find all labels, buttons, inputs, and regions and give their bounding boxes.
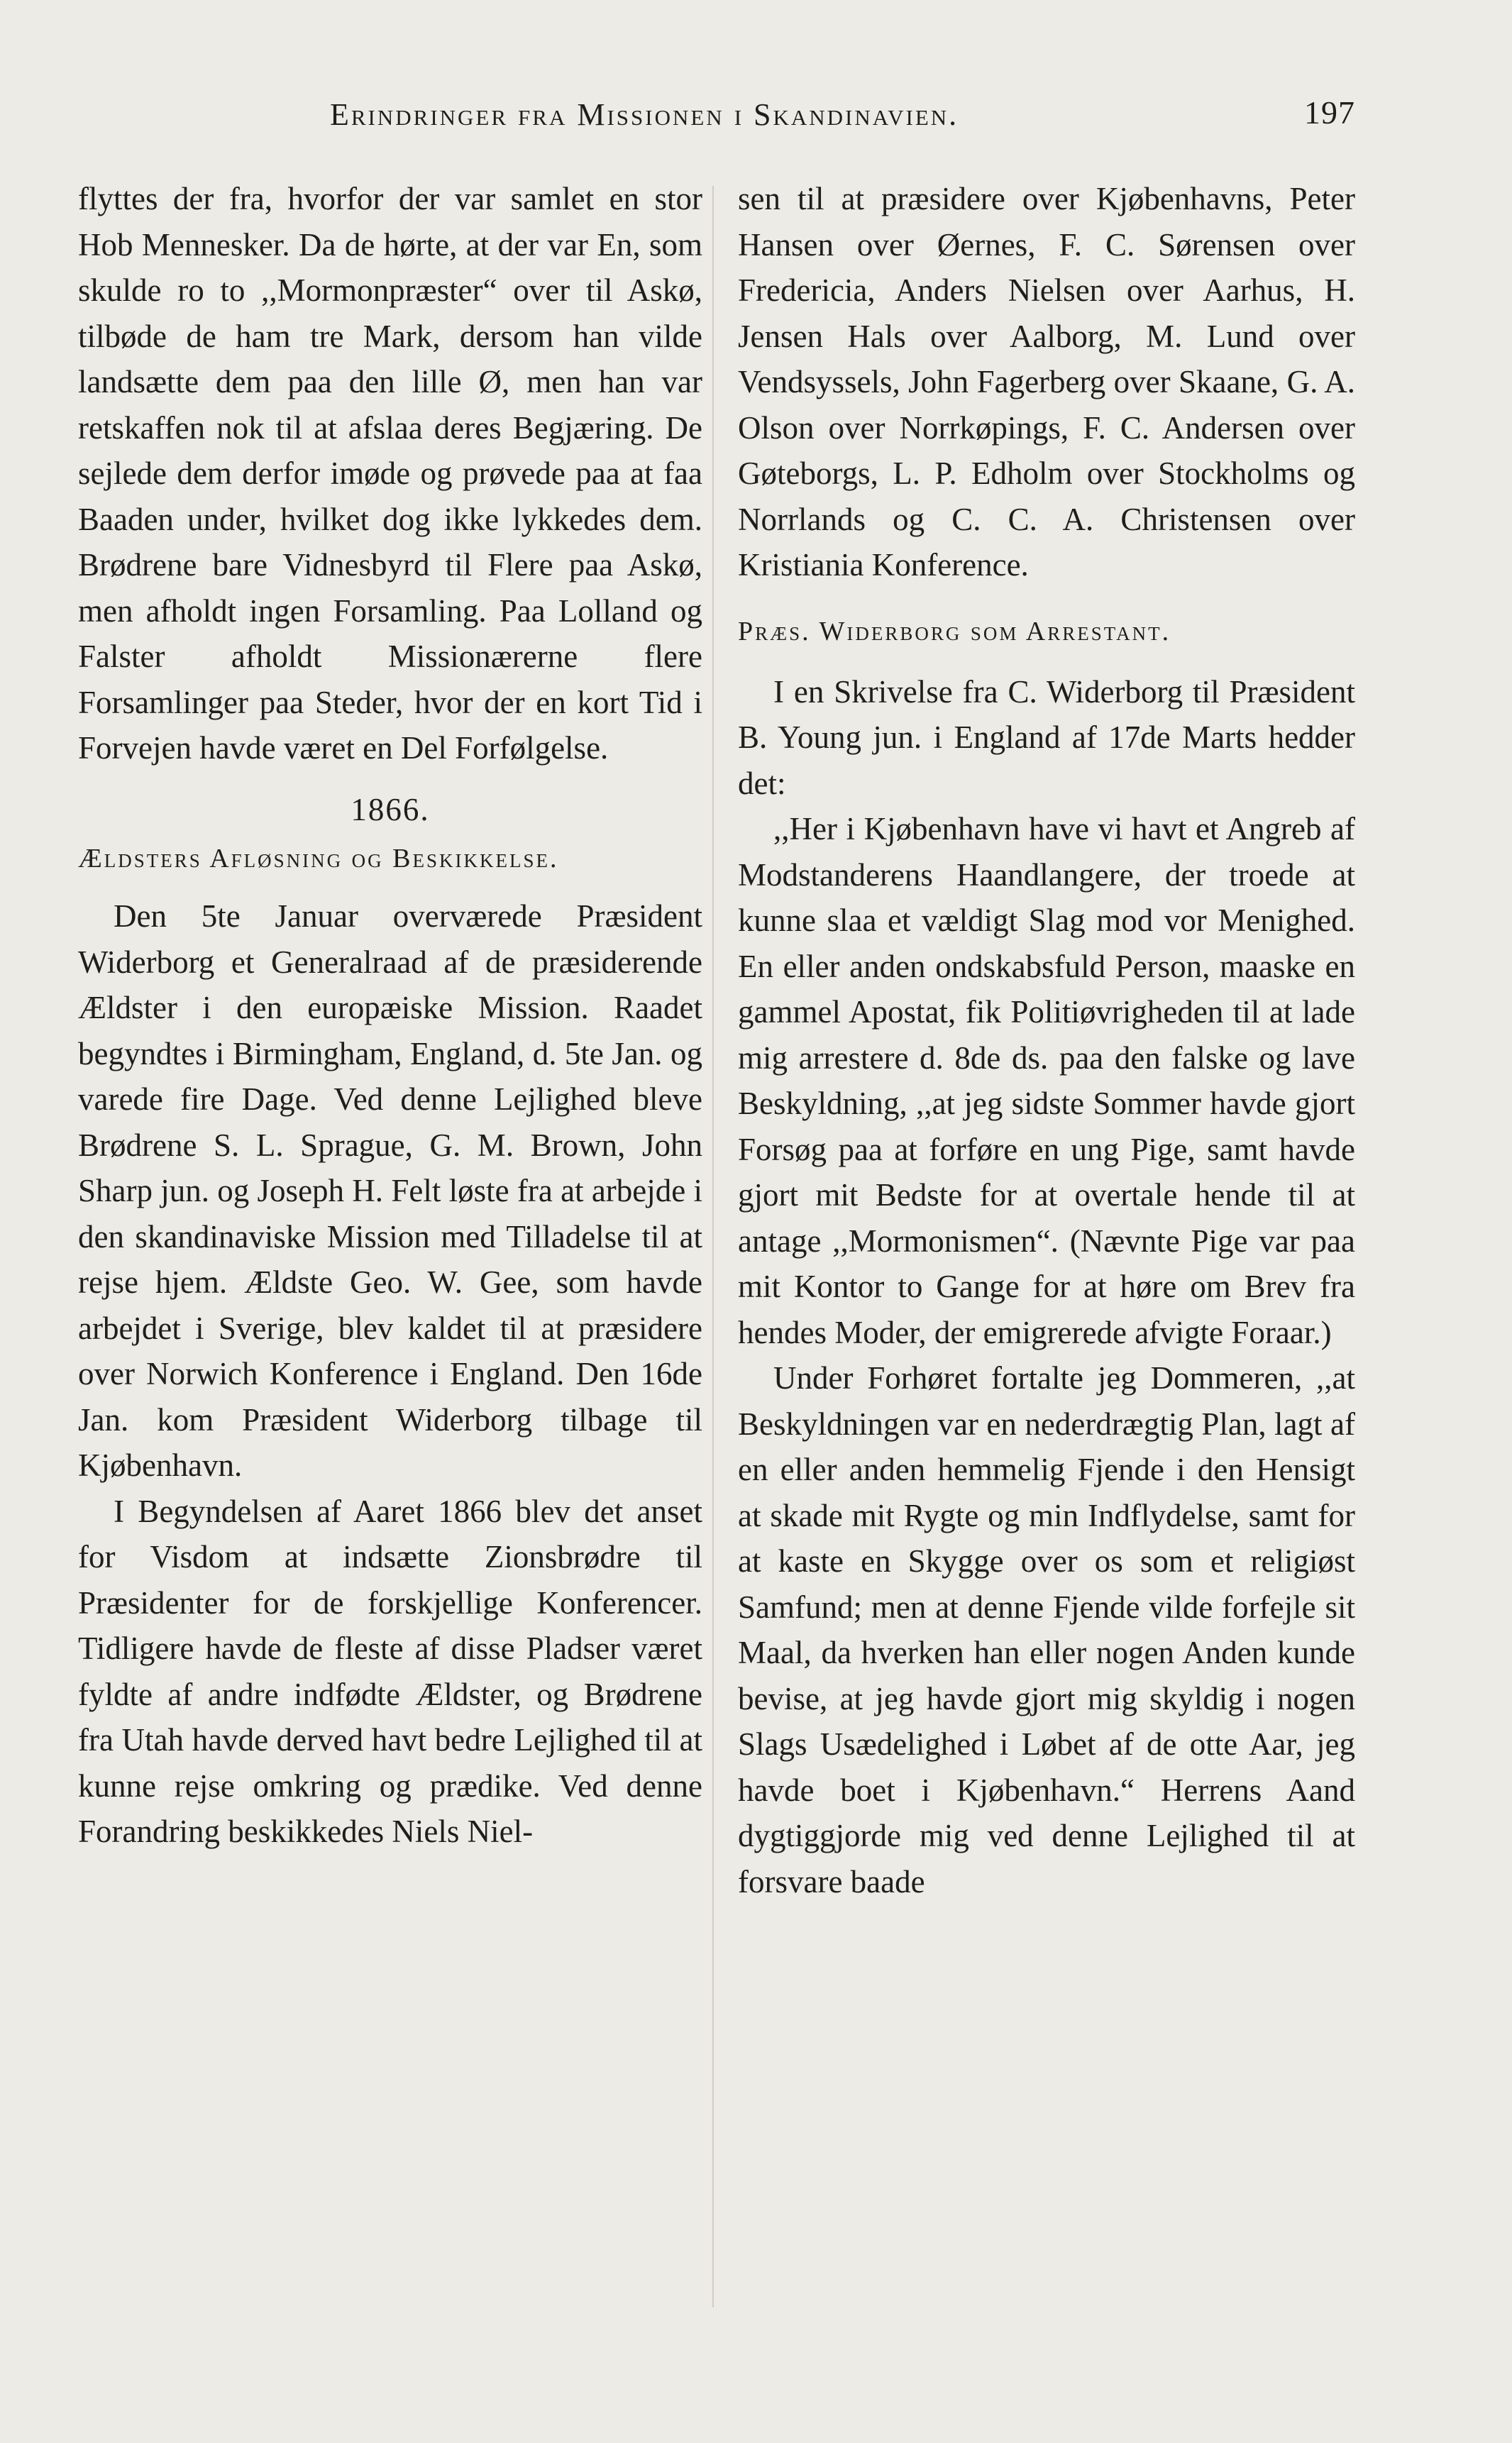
running-title: Erindringer fra Missionen i Skandinavien. <box>330 97 959 132</box>
paragraph: I Begyndelsen af Aaret 1866 blev det anset for Visdom at indsætte Zionsbrødre til Præsidenter for de forskjellige Konferencer. Tidligere havde de fleste af disse Pladser været fyldte af andre indfødte Ældster, og Brødrene fra Utah havde derved havt bedre Lejlighed til at kunne rejse omkring og prædike. Ved denne Forandring beskikkedes Niels Niel- <box>78 1493 702 1849</box>
page-header <box>78 84 1355 148</box>
section-heading: Ældsters Afløsning og Beskikkelse. <box>78 844 559 873</box>
paragraph: Den 5te Januar overværede Præsident Widerborg et Generalraad af de præsiderende Ældster i den europæiske Mission. Raadet begyndtes i Birmingham, England, d. 5te Jan. og varede fire Dage. Ved denne Lejlighed bleve Brødrene S. L. Sprague, G. M. Brown, John Sharp jun. og Joseph H. Felt løste fra at arbejde i den skandinaviske Mission med Tilladelse til at rejse hjem. Ældste Geo. W. Gee, som havde arbejdet i Sverige, blev kaldet til at præsidere over Norwich Konference i England. Den 16de Jan. kom Præsident Widerborg tilbage til Kjøbenhavn. <box>78 898 702 1483</box>
left-column <box>78 176 702 1855</box>
page-number: 197 <box>1304 94 1355 131</box>
paragraph: I en Skrivelse fra C. Widerborg til Præsident B. Young jun. i England af 17de Marts hedder det: <box>738 673 1355 801</box>
year-heading: 1866. <box>351 791 430 827</box>
section-heading: Præs. Widerborg som Arrestant. <box>738 616 1171 646</box>
paragraph: Under Forhøret fortalte jeg Dommeren, ,,at Beskyldningen var en nederdrægtig Plan, lagt af en eller anden hemmelig Fjende i den Hensigt at skade mit Rygte og min Indflydelse, samt for at kaste en Skygge over os som et religiøst Samfund; men at denne Fjende vilde forfejle sit Maal, da hverken han eller nogen Anden kunde bevise, at jeg havde gjort mig skyldig i nogen Slags Usædelighed i Løbet af de otte Aar, jeg havde boet i Kjøbenhavn.“ Herrens Aand dygtiggjorde mig ved denne Lejlighed til at forsvare baade <box>738 1360 1355 1899</box>
paragraph: ,,Her i Kjøbenhavn have vi havt et Angreb af Modstanderens Haandlangere, der troede at kunne slaa et vældigt Slag mod vor Menighed. En eller anden ondskabsfuld Person, maaske en gammel Apostat, fik Politiøvrigheden til at lade mig arrestere d. 8de ds. paa den falske og lave Beskyldning, ,,at jeg sidste Sommer havde gjort Forsøg paa at forføre en ung Pige, samt havde gjort mit Bedste for at overtale hende til at antage ,,Mormonismen“. (Nævnte Pige var paa mit Kontor to Gange for at høre om Brev fra hendes Moder, der emigrerede afvigte Foraar.) <box>738 811 1355 1350</box>
column-divider <box>712 186 714 2307</box>
right-column <box>738 176 1355 1904</box>
paragraph: flyttes der fra, hvorfor der var samlet en stor Hob Mennesker. Da de hørte, at der var En, som skulde ro to ,,Mormonpræster“ over til Askø, tilbøde de ham tre Mark, dersom han vilde landsætte dem paa den lille Ø, men han var retskaffen nok til at afslaa deres Begjæring. De sejlede dem derfor imøde og prøvede paa at faa Baaden under, hvilket dog ikke lykkedes dem. Brødrene bare Vidnesbyrd til Flere paa Askø, men afholdt ingen Forsamling. Paa Lolland og Falster afholdt Missionærerne flere Forsamlinger paa Steder, hvor der en kort Tid i Forvejen havde været en Del Forfølgelse. <box>78 181 702 766</box>
paragraph: sen til at præsidere over Kjøbenhavns, Peter Hansen over Øernes, F. C. Sørensen over Fredericia, Anders Nielsen over Aarhus, H. Jensen Hals over Aalborg, M. Lund over Vendsyssels, John Fagerberg over Skaane, G. A. Olson over Norrkøpings, F. C. Andersen over Gøteborgs, L. P. Edholm over Stockholms og Norrlands og C. C. A. Christensen over Kristiania Konference. <box>738 181 1355 583</box>
